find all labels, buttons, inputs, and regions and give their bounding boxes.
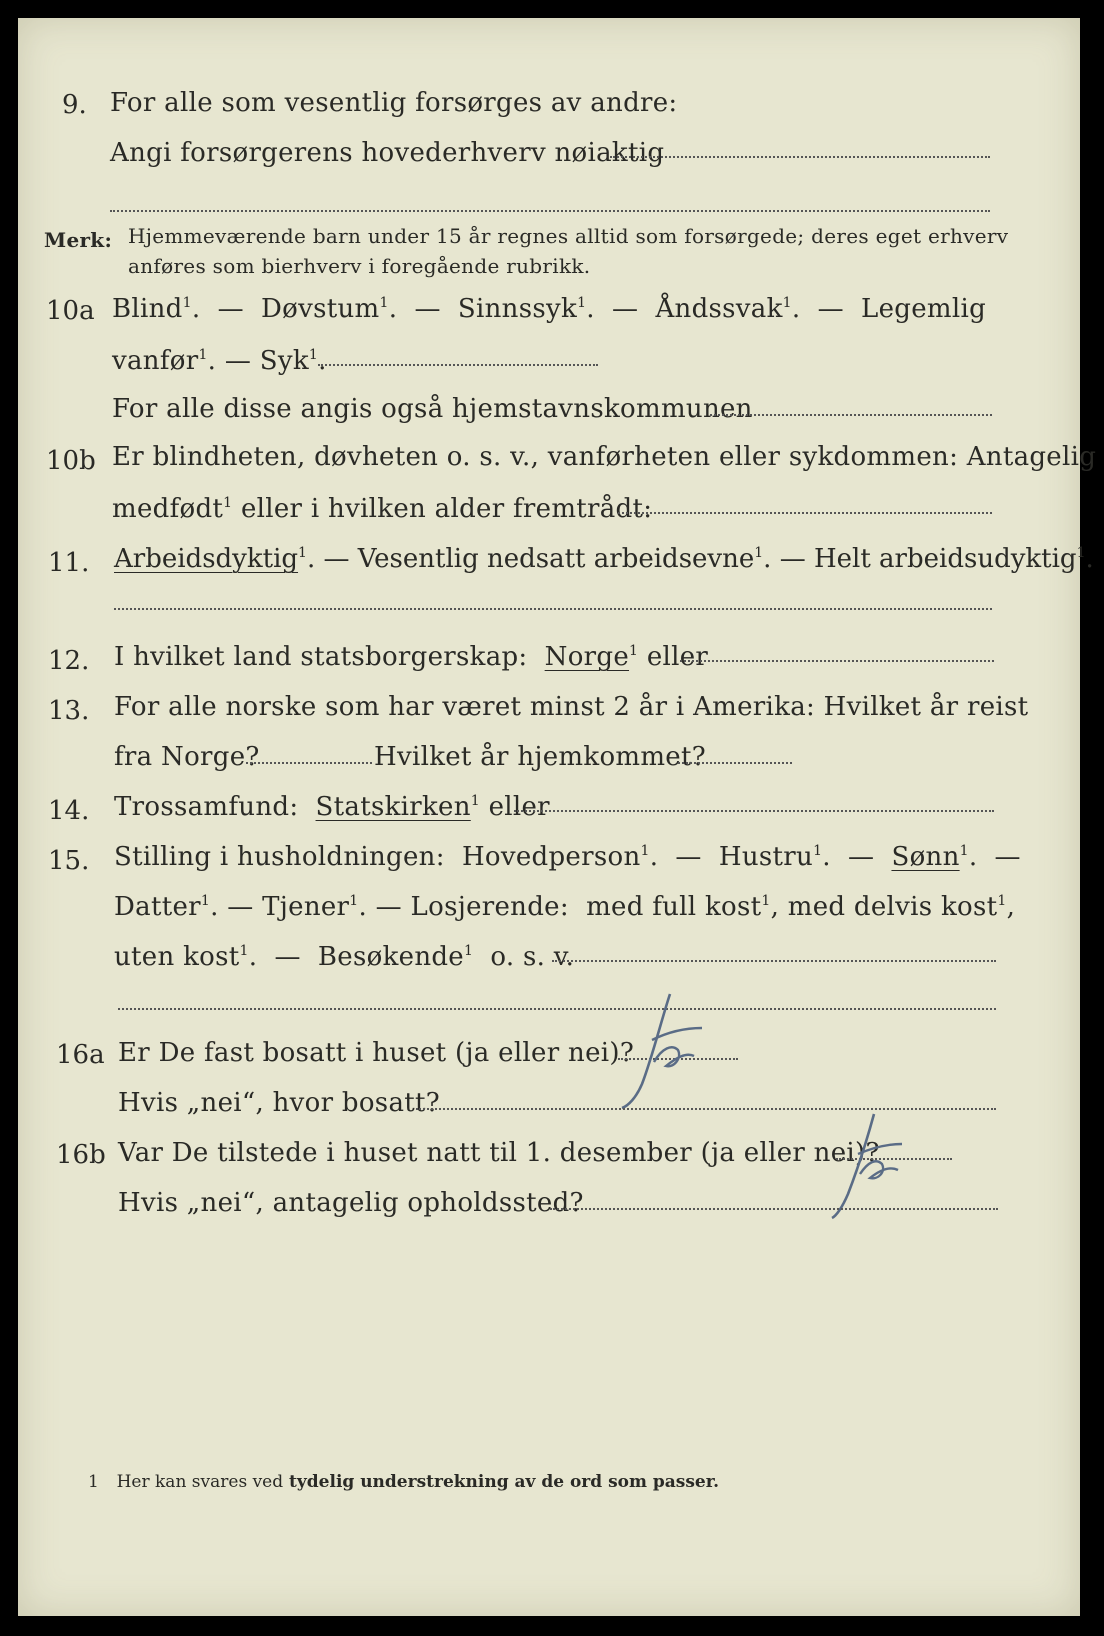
- q15-answer-line-2[interactable]: [118, 1008, 996, 1010]
- merk-line2: anføres som bierhverv i foregående rubrikk.: [128, 254, 591, 278]
- footnote-text-bold: tydelig understrekning av de ord som passer.: [289, 1472, 720, 1492]
- q16b-number: 16b: [56, 1140, 106, 1170]
- q12-line: I hvilket land statsborgerskap: Norge$^1$ eller: [114, 642, 709, 672]
- option-besokende[interactable]: Besøkende: [317, 942, 464, 972]
- q10a-answer-line[interactable]: [710, 414, 992, 416]
- option-helt-arbeidsudyktig[interactable]: Helt arbeidsudyktig: [813, 544, 1077, 574]
- option-legemlig[interactable]: Legemlig: [861, 294, 987, 324]
- q15-line1: Stilling i husholdningen: Hovedperson$^1$. — Hustru$^1$. — Sønn$^1$. —: [114, 842, 1021, 872]
- q14-line: Trossamfund: Statskirken$^1$ eller: [114, 792, 550, 822]
- q16a-handwritten-ja-signature: [612, 988, 722, 1118]
- option-syk[interactable]: Syk: [259, 346, 309, 376]
- option-arbeidsdyktig-underlined[interactable]: Arbeidsdyktig: [114, 544, 299, 574]
- q10a-number: 10a: [46, 296, 95, 326]
- q15-number: 15.: [48, 846, 90, 876]
- merk-line1: Hjemmeværende barn under 15 år regnes alltid som forsørgede; deres eget erhverv: [128, 224, 1009, 248]
- q13-line1: For alle norske som har været minst 2 år i Amerika: Hvilket år reist: [114, 692, 1029, 722]
- q14-answer-line[interactable]: [514, 810, 994, 812]
- option-hustru[interactable]: Hustru: [718, 842, 814, 872]
- q15-answer-line[interactable]: [552, 960, 996, 962]
- option-norge-underlined[interactable]: Norge: [544, 642, 630, 672]
- q10b-answer-line[interactable]: [618, 512, 992, 514]
- q16b-line1: Var De tilstede i huset natt til 1. desember (ja eller nei)?: [118, 1138, 880, 1168]
- q10b-number: 10b: [46, 446, 96, 476]
- option-datter[interactable]: Datter: [114, 892, 201, 922]
- option-sonn-underlined[interactable]: Sønn: [891, 842, 960, 872]
- option-andssvak[interactable]: Åndssvak: [655, 294, 783, 324]
- q9-answer-line-2[interactable]: [110, 210, 990, 212]
- option-tjener[interactable]: Tjener: [262, 892, 350, 922]
- q16a-number: 16a: [56, 1040, 105, 1070]
- q10a-line3: For alle disse angis også hjemstavnskommunen: [112, 394, 753, 424]
- q10b-line1: Er blindheten, døvheten o. s. v., vanførheten eller sykdommen: Antagelig: [112, 442, 1097, 472]
- option-medfodt[interactable]: medfødt: [112, 494, 224, 524]
- footnote: [88, 1472, 719, 1492]
- option-uten-kost[interactable]: uten kost: [114, 942, 240, 972]
- q16a-line1: Er De fast bosatt i huset (ja eller nei)?: [118, 1038, 635, 1068]
- q16a-line2: Hvis „nei“, hvor bosatt?: [118, 1088, 440, 1118]
- q13-hjemkommet-answer-line[interactable]: [678, 762, 792, 764]
- q11-answer-line[interactable]: [114, 608, 992, 610]
- q15-line2: Datter$^1$. — Tjener$^1$. — Losjerende: med full kost$^1$, med delvis kost$^1$,: [114, 892, 1016, 922]
- q9-line1: For alle som vesentlig forsørges av andre:: [110, 88, 678, 118]
- q10b-line2: medfødt$^1$ eller i hvilken alder fremtrådt:: [112, 494, 653, 524]
- option-vesentlig-nedsatt[interactable]: Vesentlig nedsatt arbeidsevne: [357, 544, 755, 574]
- q16b-opholdssted-answer-line[interactable]: [550, 1208, 998, 1210]
- q14-number: 14.: [48, 796, 90, 826]
- q10a-syk-answer-line[interactable]: [318, 364, 598, 366]
- footnote-mark: 1: [88, 1472, 99, 1492]
- merk-label: Merk:: [44, 228, 113, 252]
- option-sinnssyk[interactable]: Sinnssyk: [457, 294, 578, 324]
- option-vanfor[interactable]: vanfør: [112, 346, 199, 376]
- census-form-page: [18, 18, 1097, 1616]
- q9-answer-line[interactable]: [610, 156, 990, 158]
- q11-number: 11.: [48, 548, 90, 578]
- q10a-line1: Blind$^1$. — Døvstum$^1$. — Sinnssyk$^1$. — Åndssvak$^1$. — Legemlig: [112, 294, 987, 324]
- q13-fra-norge: fra Norge?: [114, 742, 260, 772]
- option-hovedperson[interactable]: Hovedperson: [461, 842, 641, 872]
- q10a-line2: vanfør$^1$. — Syk$^1$.: [112, 346, 327, 376]
- q12-answer-line[interactable]: [680, 660, 994, 662]
- q13-number: 13.: [48, 696, 90, 726]
- option-statskirken-underlined[interactable]: Statskirken: [315, 792, 471, 822]
- footnote-text-normal: Her kan svares ved: [116, 1472, 284, 1492]
- option-delvis-kost[interactable]: med delvis kost: [787, 892, 998, 922]
- q16b-line2: Hvis „nei“, antagelig opholdssted?: [118, 1188, 584, 1218]
- q9-number: 9.: [62, 90, 87, 120]
- option-blind[interactable]: Blind: [112, 294, 183, 324]
- q12-number: 12.: [48, 646, 90, 676]
- q15-line3: uten kost$^1$. — Besøkende$^1$ o. s. v.: [114, 942, 575, 972]
- q13-reist-answer-line[interactable]: [246, 762, 372, 764]
- q11-line: Arbeidsdyktig$^1$. — Vesentlig nedsatt arbeidsevne$^1$. — Helt arbeidsudyktig$^1$.: [114, 544, 1094, 574]
- q13-hjemkommet: Hvilket år hjemkommet?: [374, 742, 706, 772]
- q16b-handwritten-ja-signature: [822, 1108, 922, 1228]
- q9-line2: Angi forsørgerens hovederhverv nøiaktig: [110, 138, 665, 168]
- option-dovstum[interactable]: Døvstum: [261, 294, 380, 324]
- option-full-kost[interactable]: med full kost: [586, 892, 762, 922]
